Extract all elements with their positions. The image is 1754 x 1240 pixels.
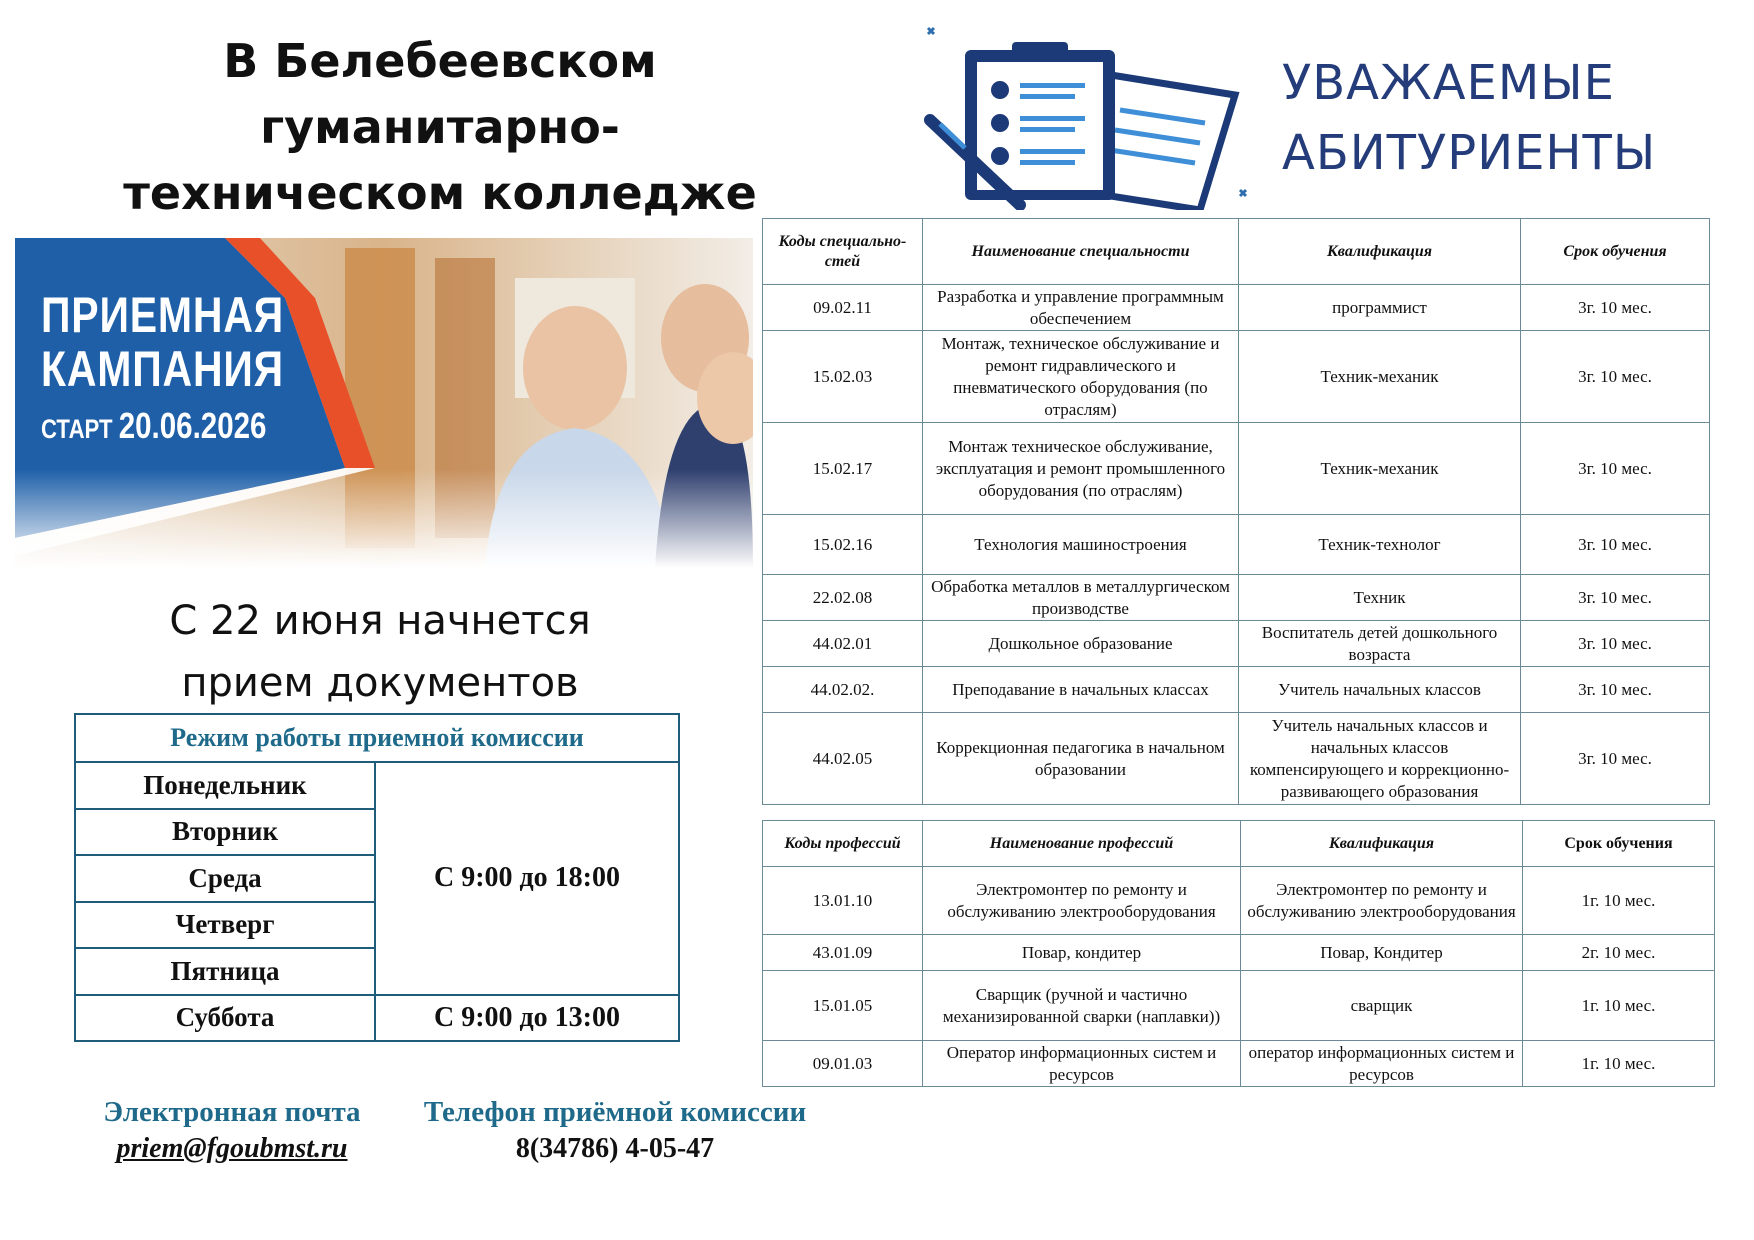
schedule-row [75,762,679,809]
spec-code: 44.02.01 [763,621,923,667]
professions-table [762,820,1715,1087]
spec-name: Дошкольное образование [923,621,1239,667]
prof-qualification: Электромонтер по ремонту и обслуживанию электрооборудования [1241,867,1523,935]
spec-duration: 3г. 10 мес. [1521,621,1710,667]
prof-qualification: оператор информационных систем и ресурсов [1241,1041,1523,1087]
professions-header-row [763,821,1715,867]
prof-duration: 1г. 10 мес. [1523,971,1715,1041]
header-qualification: Квалификация [1241,821,1523,867]
spec-name: Технология машиностроения [923,515,1239,575]
table-row [763,713,1710,805]
spec-code: 22.02.08 [763,575,923,621]
spec-code: 09.02.11 [763,285,923,331]
specialties-table [762,218,1710,805]
admission-banner [15,238,753,568]
table-row [763,575,1710,621]
prof-code: 43.01.09 [763,935,923,971]
schedule-day: Суббота [75,995,375,1042]
header-duration: Срок обучения [1521,219,1710,285]
email-label: Электронная почта [103,1096,361,1128]
phone-label: Телефон приёмной комиссии [423,1096,807,1128]
header-name: Наименование специальности [923,219,1239,285]
prof-code: 13.01.10 [763,867,923,935]
spec-code: 44.02.02. [763,667,923,713]
table-row [763,867,1715,935]
spec-name: Коррекционная педагогика в начальном образовании [923,713,1239,805]
spec-qualification: Учитель начальных классов и начальных классов компенсирующего и коррекционно-развивающего образования [1239,713,1521,805]
table-row [763,935,1715,971]
headline-line-1: В Белебеевском гуманитарно- [223,34,657,154]
spec-duration: 3г. 10 мес. [1521,713,1710,805]
spec-duration: 3г. 10 мес. [1521,285,1710,331]
table-row [763,1041,1715,1087]
clipboard-checklist-icon [920,20,1250,210]
banner-title-line-2: КАМПАНИЯ [41,341,284,397]
banner-start [41,406,284,449]
spec-qualification: Учитель начальных классов [1239,667,1521,713]
spec-duration: 3г. 10 мес. [1521,331,1710,423]
spec-duration: 3г. 10 мес. [1521,575,1710,621]
specialties-header-row [763,219,1710,285]
documents-notice-line-1: С 22 июня начнется [169,598,591,644]
schedule-day: Пятница [75,948,375,995]
prof-name: Сварщик (ручной и частично механизированной сварки (наплавки)) [923,971,1241,1041]
banner-start-label: СТАРТ [41,414,113,444]
prof-duration: 2г. 10 мес. [1523,935,1715,971]
prof-qualification: сварщик [1241,971,1523,1041]
table-row [763,515,1710,575]
phone-number: 8(34786) 4-05-47 [515,1133,715,1164]
schedule-table [74,713,680,1042]
spec-name: Монтаж техническое обслуживание, эксплуатация и ремонт промышленного оборудования (по отраслям) [923,423,1239,515]
prof-code: 15.01.05 [763,971,923,1041]
schedule-title: Режим работы приемной комиссии [75,714,679,762]
email-contact [92,1096,372,1165]
greeting-line-1: УВАЖАЕМЫЕ [1282,55,1615,111]
schedule-row [75,995,679,1042]
spec-code: 15.02.03 [763,331,923,423]
table-row [763,621,1710,667]
spec-name: Разработка и управление программным обеспечением [923,285,1239,331]
header-duration: Срок обучения [1523,821,1715,867]
schedule-day: Четверг [75,902,375,949]
spec-name: Обработка металлов в металлургическом производстве [923,575,1239,621]
schedule-day: Понедельник [75,762,375,809]
header-codes: Коды профессий [763,821,923,867]
documents-notice-line-2: прием документов [181,660,579,706]
schedule-day: Вторник [75,809,375,856]
prof-name: Оператор информационных систем и ресурсов [923,1041,1241,1087]
banner-start-date: 20.06.2026 [118,405,267,446]
table-row [763,423,1710,515]
spec-duration: 3г. 10 мес. [1521,515,1710,575]
spec-qualification: Техник-технолог [1239,515,1521,575]
spec-qualification: программист [1239,285,1521,331]
schedule-saturday-hours: С 9:00 до 13:00 [375,995,679,1042]
table-row [763,331,1710,423]
greeting [1282,48,1656,188]
header-codes: Коды специально-стей [763,219,923,285]
spec-name: Монтаж, техническое обслуживание и ремонт гидравлического и пневматического оборудования (по отраслям) [923,331,1239,423]
spec-qualification: Техник [1239,575,1521,621]
table-row [763,667,1710,713]
phone-contact [415,1096,815,1165]
prof-code: 09.01.03 [763,1041,923,1087]
spec-duration: 3г. 10 мес. [1521,423,1710,515]
spec-code: 15.02.17 [763,423,923,515]
prof-duration: 1г. 10 мес. [1523,1041,1715,1087]
spec-duration: 3г. 10 мес. [1521,667,1710,713]
schedule-weekday-hours: С 9:00 до 18:00 [375,762,679,995]
headline-line-2: техническом колледже [123,166,757,220]
header-name: Наименование профессий [923,821,1241,867]
documents-notice [100,590,660,714]
spec-code: 15.02.16 [763,515,923,575]
schedule-day: Среда [75,855,375,902]
spec-code: 44.02.05 [763,713,923,805]
spec-qualification: Техник-механик [1239,423,1521,515]
prof-name: Повар, кондитер [923,935,1241,971]
header-qualification: Квалификация [1239,219,1521,285]
spec-qualification: Техник-механик [1239,331,1521,423]
email-link[interactable]: priem@fgoubmst.ru [116,1133,348,1164]
spec-name: Преподавание в начальных классах [923,667,1239,713]
banner-title-line-1: ПРИЕМНАЯ [41,287,285,343]
prof-qualification: Повар, Кондитер [1241,935,1523,971]
schedule-header-row [75,714,679,762]
banner-text [41,288,284,449]
table-row [763,285,1710,331]
prof-name: Электромонтер по ремонту и обслуживанию электрооборудования [923,867,1241,935]
table-row [763,971,1715,1041]
greeting-line-2: АБИТУРИЕНТЫ [1282,125,1657,181]
spec-qualification: Воспитатель детей дошкольного возраста [1239,621,1521,667]
prof-duration: 1г. 10 мес. [1523,867,1715,935]
